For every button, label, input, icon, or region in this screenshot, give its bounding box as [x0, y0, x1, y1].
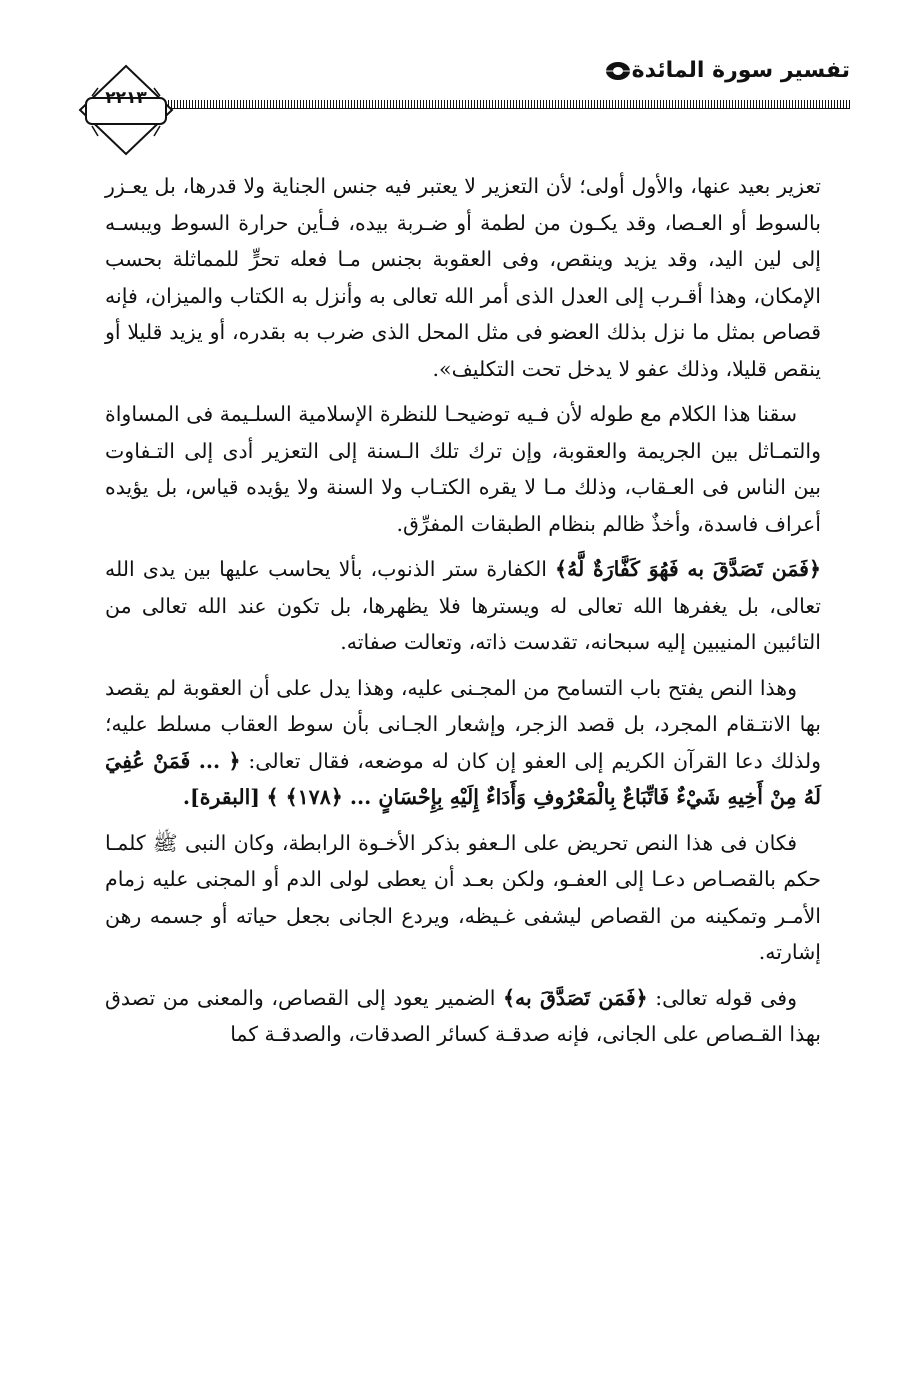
quran-verse: [البقرة]. [182, 785, 260, 809]
running-title [590, 58, 850, 83]
quran-verse: ﴿ ... فَمَنْ عُفِيَ لَهُ مِنْ أَخِيهِ شَيْءٌ فَاتِّبَاعٌ بِالْمَعْرُوفِ وَأَدَاءٌ إِلَيْهِ بِإِحْسَانٍ ... ﴿١٧٨﴾ ﴾ [105, 748, 821, 809]
paragraph [105, 168, 821, 387]
page-header [70, 50, 850, 160]
paragraph-text: فكان فى هذا النص تحريض على الـعفو بذكر الأخـوة الرابطة، وكان النبى ﷺ كلمـا حكم بالقصـاص دعـا إلى العفـو، ولكن بعـد أن يعطى لولى الدم أو المجنى عليه زمام الأمـر وتمكينه من القصاص ليشفى غـيظه، ويردع الجانى بجعل حياته أو جسمه رهن إشارته. [105, 830, 821, 964]
quran-verse: ﴿فَمَن تَصَدَّقَ به فَهُوَ كَفَّارَةٌ لَّهُ﴾ [555, 557, 821, 581]
header-rule-line [162, 108, 850, 109]
paragraph-text: الضمير يعود إلى القصاص، والمعنى من تصدق بهذا القـصاص على الجانى، فإنه صدقـة كسائر الصدقات، والصدقـة كما [105, 985, 821, 1046]
paragraph [105, 551, 821, 661]
paragraph-text: سقنا هذا الكلام مع طوله لأن فـيه توضيحـا للنظرة الإسلامية السلـيمة فى المساواة والتمـاثل بين الجريمة والعقوبة، وإن ترك تلك الـسنة إلى التعزير أدى إلى التـفاوت بين الناس فى العـقاب، وذلك مـا لا يقره الكتـاب ولا السنة ولا يؤيده قياس، بل يؤيده أعراف فاسدة، وأخذٌ ظالم بنظام الطبقات المفرِّق. [105, 402, 821, 536]
paragraph [105, 825, 821, 971]
header-rule [162, 100, 850, 108]
page-number-badge-icon [78, 64, 174, 156]
paragraph-text: تعزير بعيد عنها، والأول أولى؛ لأن التعزير لا يعتبر فيه جنس الجناية ولا قدرها، بل يعـزر بالسوط أو العـصا، وقد يكـون من لطمة أو ضـربة بيده، فـأين حرارة السوط ويبسـه إلى لين اليد، وقد يزيد وينقص، وفى العقوبة بجنس مـا فعله تحرٍّ للمماثلة بحسب الإمكان، وهذا أقـرب إلى العدل الذى أمر الله تعالى به وأنزل به الكتاب والميزان، فإنه قصاص بمثل ما نزل بذلك العضو فى مثل المحل الذى ضرب به بقدره، أو يزيد قليلا أو ينقص قليلا، وذلك عفو لا يدخل تحت التكليف». [105, 174, 821, 381]
paragraph-text: وهذا النص يفتح باب التسامح من المجـنى عليه، وهذا يدل على أن العقوبة لم يقصد بها الانتـقام المجرد، بل قصد الزجر، وإشعار الجـانى بأن سوط العقاب مسلط عليه؛ ولذلك دعا القرآن الكريم إلى العفو إن كان له موضعه، فقال تعالى: [105, 675, 822, 773]
page-number: ٢٢١٣ [105, 88, 147, 108]
tafsir-text [105, 168, 821, 1062]
paragraph [105, 670, 821, 816]
surah-title: تفسير سورة المائدة [631, 58, 850, 83]
paragraph [105, 396, 821, 542]
paragraph-text: الكفارة ستر الذنوب، بألا يحاسب عليها بين يدى الله تعالى، بل يغفرها الله تعالى له ويسترها فلا يظهرها، بل تكون عند الله تعالى من التائبين المنيبين إليه سبحانه، تقدست ذاته، وتعالت صفاته. [105, 557, 821, 654]
paragraph [105, 980, 821, 1053]
paragraph-text: وفى قوله تعالى: [647, 985, 797, 1010]
ornament-icon [604, 60, 632, 82]
quran-verse: ﴿فَمَن تَصَدَّقَ به﴾ [503, 985, 648, 1010]
